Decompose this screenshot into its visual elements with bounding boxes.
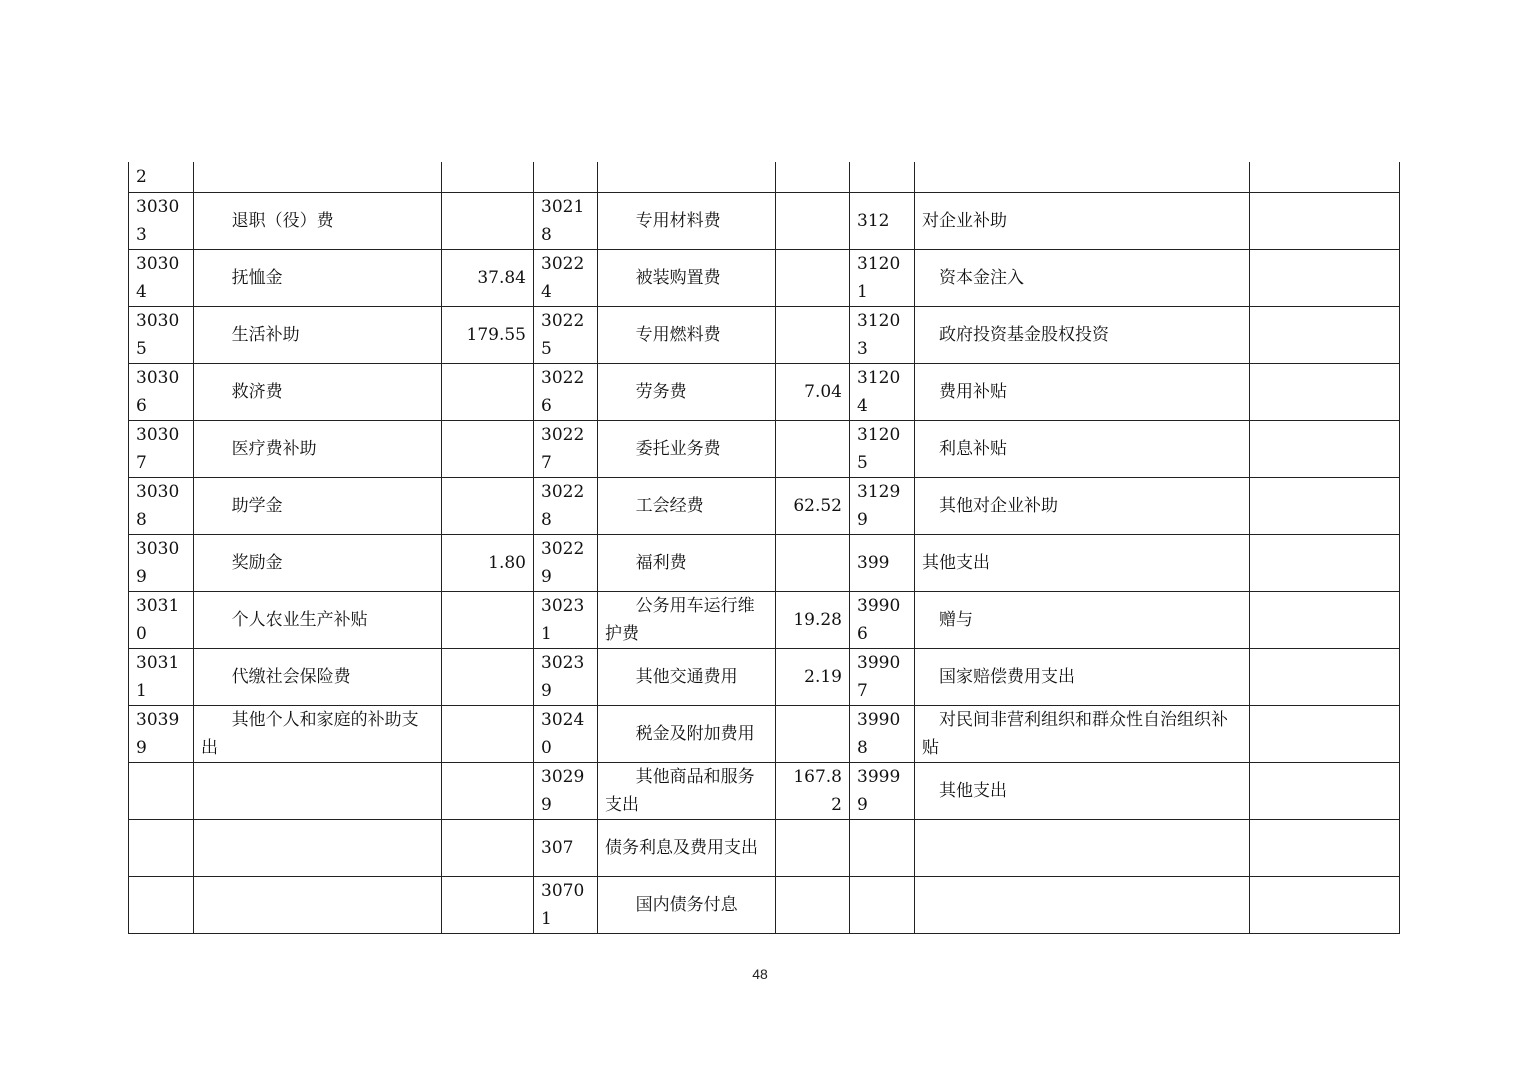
table-cell (1250, 649, 1400, 706)
table-cell: 奖励金 (194, 535, 442, 592)
table-cell: 39908 (850, 706, 915, 763)
table-cell (850, 820, 915, 877)
table-cell (1250, 364, 1400, 421)
table-cell (129, 763, 194, 820)
table-cell (1250, 307, 1400, 364)
table-cell: 劳务费 (598, 364, 776, 421)
table-cell (442, 592, 534, 649)
table-cell (598, 162, 776, 193)
table-cell: 生活补助 (194, 307, 442, 364)
table-cell: 税金及附加费用 (598, 706, 776, 763)
table-cell (776, 706, 850, 763)
table-cell (1250, 592, 1400, 649)
table-cell: 30306 (129, 364, 194, 421)
table-cell (776, 421, 850, 478)
table-cell: 费用补贴 (915, 364, 1250, 421)
table-cell: 62.52 (776, 478, 850, 535)
table-cell: 307 (534, 820, 598, 877)
table-cell: 30311 (129, 649, 194, 706)
table-cell: 政府投资基金股权投资 (915, 307, 1250, 364)
table-cell: 30224 (534, 250, 598, 307)
table-cell (776, 877, 850, 934)
table-cell: 救济费 (194, 364, 442, 421)
table-cell (194, 820, 442, 877)
table-cell: 39906 (850, 592, 915, 649)
table-cell: 30218 (534, 193, 598, 250)
table-cell (129, 877, 194, 934)
table-cell: 30227 (534, 421, 598, 478)
table-cell: 7.04 (776, 364, 850, 421)
table-cell: 专用材料费 (598, 193, 776, 250)
table-cell (442, 478, 534, 535)
table-row (129, 478, 1400, 535)
table-cell (1250, 763, 1400, 820)
table-cell: 国内债务付息 (598, 877, 776, 934)
table-cell (442, 193, 534, 250)
table-cell: 30308 (129, 478, 194, 535)
table-row (129, 592, 1400, 649)
table-cell: 其他支出 (915, 763, 1250, 820)
table-cell (850, 162, 915, 193)
table-row (129, 763, 1400, 820)
table-cell (1250, 877, 1400, 934)
table-cell: 退职（役）费 (194, 193, 442, 250)
table-cell: 30310 (129, 592, 194, 649)
table-cell (1250, 535, 1400, 592)
table-cell: 其他对企业补助 (915, 478, 1250, 535)
table-cell: 其他商品和服务支出 (598, 763, 776, 820)
table-row (129, 193, 1400, 250)
table-cell (850, 877, 915, 934)
table-cell (915, 820, 1250, 877)
table-cell: 31205 (850, 421, 915, 478)
table-cell (194, 763, 442, 820)
table-cell: 委托业务费 (598, 421, 776, 478)
table-cell: 国家赔偿费用支出 (915, 649, 1250, 706)
table-cell: 医疗费补助 (194, 421, 442, 478)
table-cell: 30229 (534, 535, 598, 592)
table-cell (194, 877, 442, 934)
table-cell: 2.19 (776, 649, 850, 706)
table-cell (442, 649, 534, 706)
table-cell: 19.28 (776, 592, 850, 649)
table-cell: 30701 (534, 877, 598, 934)
table-cell: 其他交通费用 (598, 649, 776, 706)
table-cell: 公务用车运行维护费 (598, 592, 776, 649)
table-cell (776, 193, 850, 250)
table-cell: 被装购置费 (598, 250, 776, 307)
table-cell: 赠与 (915, 592, 1250, 649)
table-cell: 167.82 (776, 763, 850, 820)
table-cell (776, 820, 850, 877)
table-cell (442, 706, 534, 763)
table-cell: 39907 (850, 649, 915, 706)
table-cell (915, 877, 1250, 934)
table-cell (1250, 478, 1400, 535)
table-cell: 179.55 (442, 307, 534, 364)
table-cell (442, 421, 534, 478)
table-cell: 对民间非营利组织和群众性自治组织补贴 (915, 706, 1250, 763)
table-cell: 39999 (850, 763, 915, 820)
table-cell (534, 162, 598, 193)
table-cell: 专用燃料费 (598, 307, 776, 364)
table-row (129, 535, 1400, 592)
table-cell: 30231 (534, 592, 598, 649)
table-row (129, 250, 1400, 307)
table-cell: 2 (129, 162, 194, 193)
table-cell: 利息补贴 (915, 421, 1250, 478)
table-cell (194, 162, 442, 193)
table-cell (776, 162, 850, 193)
table-cell (1250, 193, 1400, 250)
table-cell (1250, 162, 1400, 193)
table-cell: 助学金 (194, 478, 442, 535)
table-cell: 31204 (850, 364, 915, 421)
table-cell: 30307 (129, 421, 194, 478)
table-cell: 其他支出 (915, 535, 1250, 592)
table-row (129, 307, 1400, 364)
table-cell: 30305 (129, 307, 194, 364)
table-cell: 312 (850, 193, 915, 250)
table-cell (442, 162, 534, 193)
table-cell: 30399 (129, 706, 194, 763)
table-row (129, 421, 1400, 478)
table-cell (442, 877, 534, 934)
table-cell: 30225 (534, 307, 598, 364)
table-row (129, 706, 1400, 763)
table-cell (442, 364, 534, 421)
table-cell: 资本金注入 (915, 250, 1250, 307)
table-cell: 其他个人和家庭的补助支出 (194, 706, 442, 763)
table-cell: 30299 (534, 763, 598, 820)
table-cell: 399 (850, 535, 915, 592)
table-cell (776, 250, 850, 307)
table-cell: 30304 (129, 250, 194, 307)
table-cell (915, 162, 1250, 193)
table-cell: 30309 (129, 535, 194, 592)
table-cell (776, 535, 850, 592)
table-cell (129, 820, 194, 877)
table-cell (442, 820, 534, 877)
table-cell (1250, 706, 1400, 763)
table-cell: 1.80 (442, 535, 534, 592)
table-cell: 对企业补助 (915, 193, 1250, 250)
table-cell: 抚恤金 (194, 250, 442, 307)
table-cell: 37.84 (442, 250, 534, 307)
table-cell: 30228 (534, 478, 598, 535)
table-cell: 代缴社会保险费 (194, 649, 442, 706)
table-cell: 31299 (850, 478, 915, 535)
table-row (129, 820, 1400, 877)
table-row (129, 649, 1400, 706)
table-cell (776, 307, 850, 364)
page-number: 48 (752, 966, 768, 982)
table-cell: 工会经费 (598, 478, 776, 535)
table-row (129, 364, 1400, 421)
table-row (129, 877, 1400, 934)
budget-table (128, 162, 1400, 934)
table-cell: 债务利息及费用支出 (598, 820, 776, 877)
table-cell: 30226 (534, 364, 598, 421)
table-cell: 31201 (850, 250, 915, 307)
table-cell (1250, 250, 1400, 307)
table-cell: 30239 (534, 649, 598, 706)
table-cell (1250, 820, 1400, 877)
table-cell: 30240 (534, 706, 598, 763)
table-cell: 31203 (850, 307, 915, 364)
table-body (129, 162, 1400, 934)
table-cell (442, 763, 534, 820)
table-cell: 福利费 (598, 535, 776, 592)
table-cell: 30303 (129, 193, 194, 250)
table-cell: 个人农业生产补贴 (194, 592, 442, 649)
table-cell (1250, 421, 1400, 478)
table-row (129, 162, 1400, 193)
